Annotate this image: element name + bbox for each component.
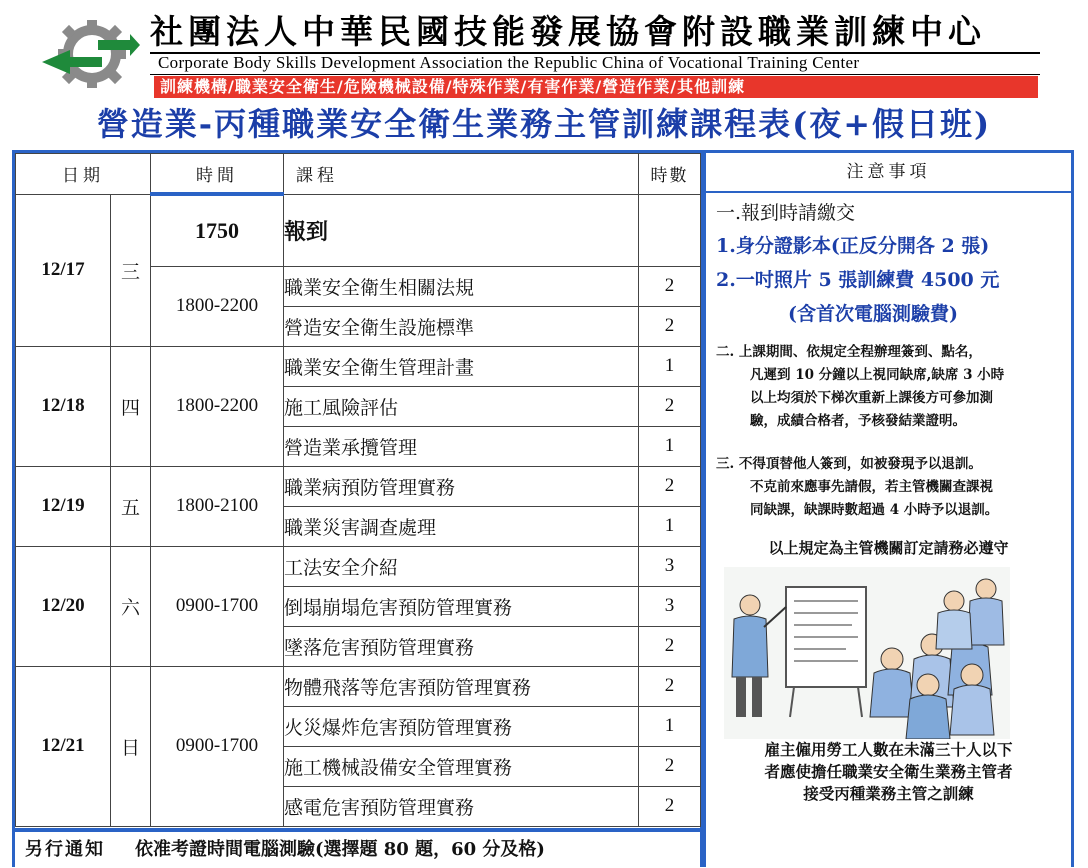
employer-notice-line: 接受丙種業務主管之訓練 bbox=[803, 784, 974, 803]
course-cell: 報到 bbox=[284, 194, 639, 266]
time-cell: 0900-1700 bbox=[151, 666, 284, 826]
date-cell: 12/17 bbox=[16, 194, 111, 346]
hours-cell: 2 bbox=[639, 466, 701, 506]
time-cell: 0900-1700 bbox=[151, 546, 284, 666]
employer-notice-line: 者應使擔任職業安全衛生業務主管者 bbox=[764, 762, 1013, 781]
course-cell: 施工機械設備安全管理實務 bbox=[284, 746, 639, 786]
course-cell: 感電危害預防管理實務 bbox=[284, 786, 639, 826]
col-header-hours: 時數 bbox=[639, 154, 701, 195]
employer-notice-line: 雇主僱用勞工人數在未滿三十人以下 bbox=[764, 740, 1013, 759]
weekday-cell: 五 bbox=[111, 466, 151, 546]
page-title: 營造業-丙種職業安全衛生業務主管訓練課程表(夜+假日班) bbox=[96, 105, 992, 143]
note-item-1a: 1.身分證影本(正反分開各 2 張) bbox=[716, 235, 990, 257]
hours-cell: 2 bbox=[639, 746, 701, 786]
date-cell: 12/21 bbox=[16, 666, 111, 826]
org-name-en: Corporate Body Skills Development Association the Republic China of Vocational Training Center bbox=[158, 53, 860, 72]
table-row bbox=[16, 346, 701, 386]
date-cell: 12/19 bbox=[16, 466, 111, 546]
note-item-1c: (含首次電腦測驗費) bbox=[788, 303, 958, 325]
col-header-date: 日期 bbox=[16, 154, 151, 195]
course-cell: 物體飛落等危害預防管理實務 bbox=[284, 666, 639, 706]
schedule-table bbox=[15, 153, 701, 827]
course-cell: 營造業承攬管理 bbox=[284, 426, 639, 466]
date-cell: 12/18 bbox=[16, 346, 111, 466]
course-cell: 職業災害調查處理 bbox=[284, 506, 639, 546]
note-item-2 bbox=[716, 341, 1066, 433]
course-cell: 職業安全衛生相關法規 bbox=[284, 266, 639, 306]
classroom-illustration-icon bbox=[724, 567, 1010, 739]
note-line: 凡遲到 10 分鐘以上視同缺席,缺席 3 小時 bbox=[750, 367, 1005, 383]
time-cell: 1800-2200 bbox=[151, 266, 284, 346]
weekday-cell: 日 bbox=[111, 666, 151, 826]
header-rule-2 bbox=[150, 74, 1040, 75]
note-line: 驗，成績合格者，予核發結業證明。 bbox=[750, 413, 966, 429]
org-name-zh: 社團法人中華民國技能發展協會附設職業訓練中心 bbox=[150, 12, 986, 51]
note-line: 二. 上課期間、依規定全程辦理簽到、點名， bbox=[716, 344, 982, 360]
note-line: 同缺課，缺課時數超過 4 小時予以退訓。 bbox=[750, 502, 999, 518]
hours-cell: 2 bbox=[639, 386, 701, 426]
hours-cell: 1 bbox=[639, 506, 701, 546]
note-item-1b: 2.一吋照片 5 張訓練費 4500 元 bbox=[716, 269, 1000, 291]
hours-cell: 3 bbox=[639, 546, 701, 586]
table-row bbox=[16, 466, 701, 506]
date-cell: 12/20 bbox=[16, 546, 111, 666]
time-cell: 1800-2100 bbox=[151, 466, 284, 546]
course-cell: 墜落危害預防管理實務 bbox=[284, 626, 639, 666]
hours-cell: 2 bbox=[639, 306, 701, 346]
course-cell: 職業安全衛生管理計畫 bbox=[284, 346, 639, 386]
col-header-course: 課程 bbox=[284, 154, 639, 195]
course-cell: 營造安全衛生設施標準 bbox=[284, 306, 639, 346]
gear-arrow-logo-icon bbox=[40, 14, 140, 94]
table-header-row bbox=[16, 154, 701, 195]
employer-notice bbox=[706, 739, 1071, 805]
note-item-1: 一.報到時請繳交 bbox=[716, 202, 856, 224]
weekday-cell: 四 bbox=[111, 346, 151, 466]
note-item-3 bbox=[716, 453, 1066, 522]
note-line: 三. 不得頂替他人簽到，如被發現予以退訓。 bbox=[716, 456, 982, 472]
course-cell: 倒塌崩塌危害預防管理實務 bbox=[284, 586, 639, 626]
table-row bbox=[16, 546, 701, 586]
category-bar: 訓練機構/職業安全衛生/危險機械設備/特殊作業/有害作業/營造作業/其他訓練 bbox=[154, 76, 1038, 98]
exam-notice-text: 依准考證時間電腦測驗(選擇題 80 題，60 分及格) bbox=[135, 839, 545, 860]
hours-cell: 2 bbox=[639, 626, 701, 666]
weekday-cell: 三 bbox=[111, 194, 151, 346]
time-cell: 1800-2200 bbox=[151, 346, 284, 466]
course-cell: 火災爆炸危害預防管理實務 bbox=[284, 706, 639, 746]
hours-cell: 2 bbox=[639, 666, 701, 706]
col-header-time: 時間 bbox=[151, 154, 284, 195]
time-cell: 1750 bbox=[151, 194, 284, 266]
course-cell: 工法安全介紹 bbox=[284, 546, 639, 586]
exam-notice-label: 另行通知 bbox=[25, 839, 105, 860]
weekday-cell: 六 bbox=[111, 546, 151, 666]
hours-cell: 3 bbox=[639, 586, 701, 626]
hours-cell: 2 bbox=[639, 266, 701, 306]
hours-cell: 1 bbox=[639, 346, 701, 386]
hours-cell: 1 bbox=[639, 426, 701, 466]
notes-panel bbox=[706, 153, 1071, 867]
notes-heading: 注意事項 bbox=[706, 153, 1071, 193]
course-cell: 職業病預防管理實務 bbox=[284, 466, 639, 506]
exam-notice bbox=[15, 828, 700, 867]
hours-cell: 2 bbox=[639, 786, 701, 826]
note-line: 不克前來應事先請假，若主管機關查課視 bbox=[750, 479, 993, 495]
table-row bbox=[16, 666, 701, 706]
hours-cell bbox=[639, 194, 701, 266]
note-line: 以上均須於下梯次重新上課後方可參加測 bbox=[750, 390, 993, 406]
hours-cell: 1 bbox=[639, 706, 701, 746]
rule-notice: 以上規定為主管機關訂定請務必遵守 bbox=[768, 539, 1009, 557]
table-row bbox=[16, 194, 701, 266]
course-cell: 施工風險評估 bbox=[284, 386, 639, 426]
